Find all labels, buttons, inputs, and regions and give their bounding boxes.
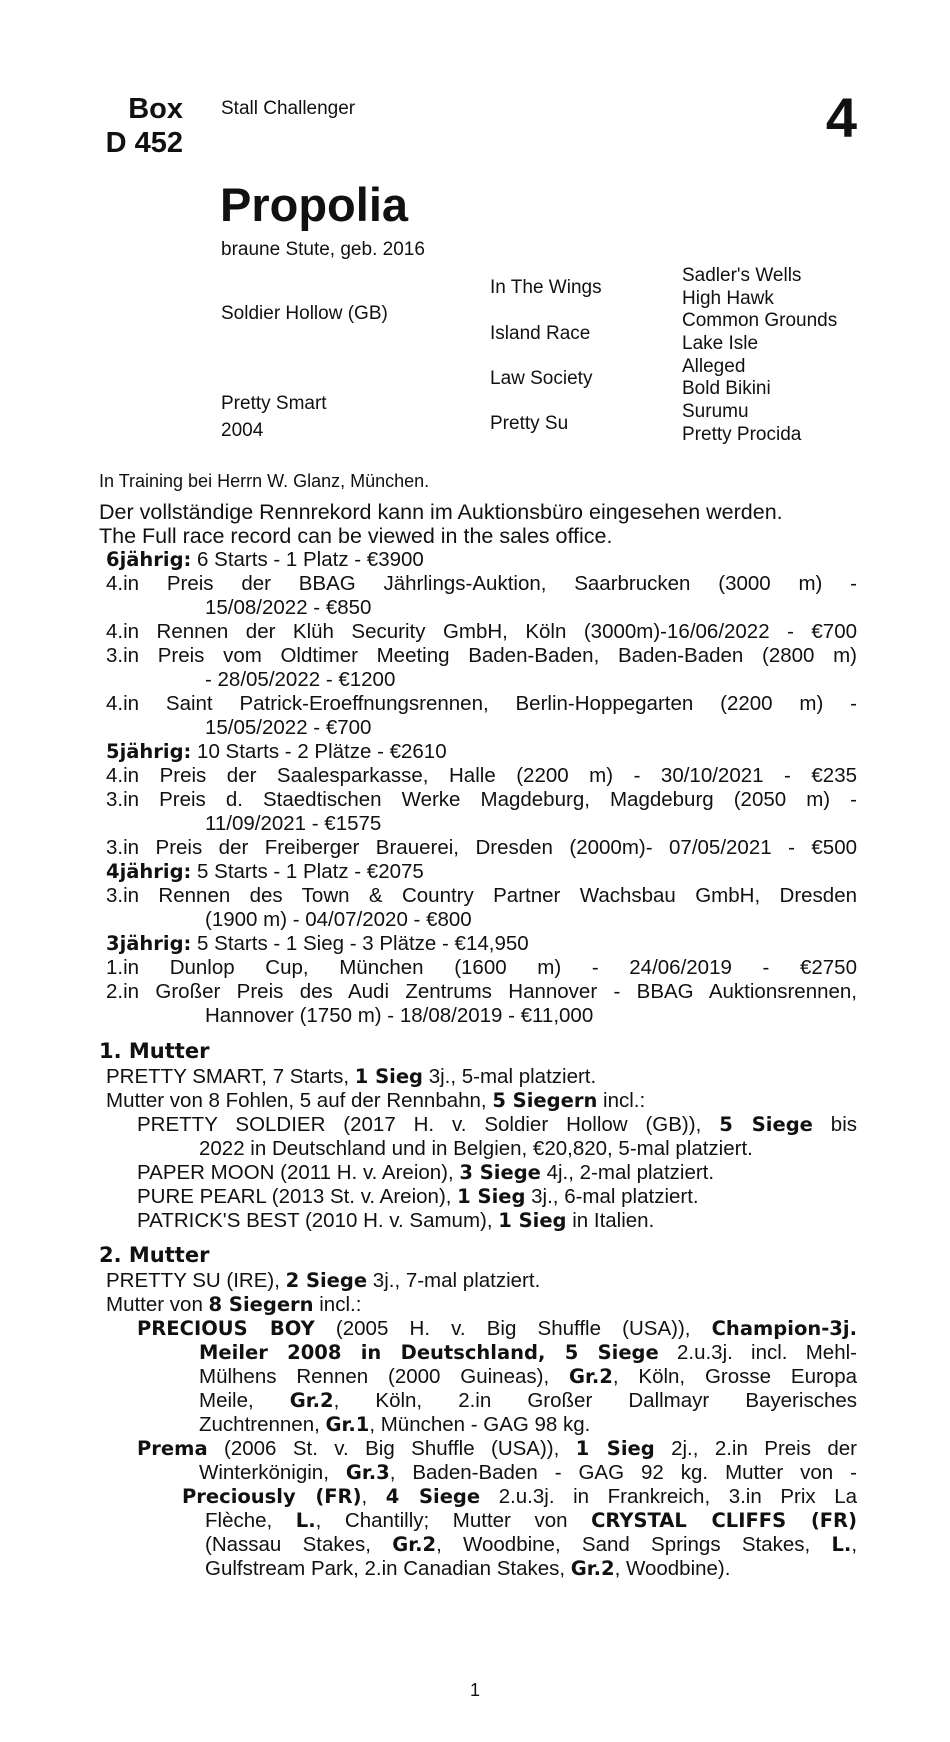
race-entry-cont: - 28/05/2022 - €1200 (205, 668, 396, 691)
pedigree-dam-sire: Law Society (490, 368, 593, 389)
lot-number: 4 (825, 86, 857, 149)
page-number: 1 (469, 1680, 480, 1700)
race-entry: 3.in Rennen des Town & Country Partner Wachsbau GmbH, Dresden (106, 884, 857, 907)
dam-line: (Nassau Stakes, Gr.2, Woodbine, Sand Springs Stakes, L., (205, 1533, 858, 1556)
horse-name: Propolia (220, 178, 409, 231)
race-entry: 1.in Dunlop Cup, München (1600 m) - 24/06/2019 - €2750 (106, 956, 857, 979)
age-stats: 5 Starts - 1 Sieg - 3 Plätze - €14,950 (191, 932, 529, 955)
pedigree-g3-3: Common Grounds (682, 310, 838, 331)
race-entry: 3.in Preis vom Oldtimer Meeting Baden-Baden, Baden-Baden (2800 m) (106, 644, 857, 667)
dam-line: PRETTY SOLDIER (2017 H. v. Soldier Hollow (GB)), 5 Siege bis (137, 1113, 857, 1136)
dam-line: Meile, Gr.2, Köln, 2.in Großer Dallmayr Bayerisches (199, 1389, 857, 1412)
race-record (99, 500, 857, 1028)
pedigree-sire: Soldier Hollow (GB) (221, 303, 388, 324)
dam-line: Prema (2006 St. v. Big Shuffle (USA)), 1 Sieg 2j., 2.in Preis der (137, 1437, 857, 1460)
age-summary-3 (99, 932, 857, 956)
dam-line: PRETTY SMART, 7 Starts, 1 Sieg 3j., 5-mal platziert. (106, 1065, 597, 1088)
dam-line: Flèche, L., Chantilly; Mutter von CRYSTAL CLIFFS (FR) (205, 1509, 857, 1532)
age-stats: 6 Starts - 1 Platz - €3900 (191, 548, 424, 571)
age-summary-4 (99, 860, 857, 884)
race-entry: 4.in Preis der BBAG Jährlings-Auktion, Saarbrucken (3000 m) - (106, 572, 857, 595)
dam-line: 2022 in Deutschland und in Belgien, €20,820, 5-mal platziert. (199, 1137, 753, 1160)
pedigree-g3-8: Pretty Procida (682, 424, 802, 445)
record-note-en: The Full race record can be viewed in the sales office. (99, 524, 613, 548)
first-dam-section (99, 1039, 857, 1233)
dam-line: PATRICK'S BEST (2010 H. v. Samum), 1 Sieg in Italien. (137, 1209, 655, 1232)
section-heading: 2. Mutter (99, 1243, 210, 1267)
pedigree-sire-sire: In The Wings (490, 277, 602, 298)
race-entry-cont: Hannover (1750 m) - 18/08/2019 - €11,000 (205, 1004, 594, 1027)
pedigree-sire-dam: Island Race (490, 323, 591, 344)
dam-line: Winterkönigin, Gr.3, Baden-Baden - GAG 92 kg. Mutter von - (199, 1461, 857, 1484)
pedigree-dam-year: 2004 (221, 420, 264, 441)
box-label: Box D 452 (105, 93, 183, 159)
horse-description: braune Stute, geb. 2016 (221, 239, 425, 260)
dam-line: PRETTY SU (IRE), 2 Siege 3j., 7-mal platziert. (106, 1269, 541, 1292)
second-dam-section (99, 1243, 857, 1581)
dam-line: Gulfstream Park, 2.in Canadian Stakes, Gr.2, Woodbine). (205, 1557, 731, 1580)
pedigree-g3-5: Alleged (682, 356, 746, 377)
pedigree-g3-1: Sadler's Wells (682, 265, 802, 286)
dam-line: Preciously (FR), 4 Siege 2.u.3j. in Frankreich, 3.in Prix La (182, 1485, 857, 1508)
dam-line: Mutter von 8 Siegern incl.: (106, 1293, 362, 1316)
pedigree-g3-7: Surumu (682, 401, 749, 422)
pedigree-dam-dam: Pretty Su (490, 413, 569, 434)
dam-line: Zuchtrennen, Gr.1, München - GAG 98 kg. (199, 1413, 591, 1436)
age-stats: 10 Starts - 2 Plätze - €2610 (191, 740, 447, 763)
dam-line: PRECIOUS BOY (2005 H. v. Big Shuffle (USA)), Champion-3j. (137, 1317, 857, 1340)
dam-line: Meiler 2008 in Deutschland, 5 Siege 2.u.3j. incl. Mehl- (199, 1341, 857, 1364)
race-entry-cont: 15/08/2022 - €850 (205, 596, 372, 619)
race-entry-cont: 15/05/2022 - €700 (205, 716, 372, 739)
dam-line: PAPER MOON (2011 H. v. Areion), 3 Siege 4j., 2-mal platziert. (137, 1161, 715, 1184)
age-label: 4jährig: (106, 860, 192, 883)
race-entry: 4.in Preis der Saalesparkasse, Halle (2200 m) - 30/10/2021 - €235 (106, 764, 857, 787)
age-label: 6jährig: (106, 548, 192, 571)
race-entry: 3.in Preis d. Staedtischen Werke Magdeburg, Magdeburg (2050 m) - (106, 788, 857, 811)
race-entry: 2.in Großer Preis des Audi Zentrums Hannover - BBAG Auktionsrennen, (106, 980, 857, 1003)
dam-line: PURE PEARL (2013 St. v. Areion), 1 Sieg 3j., 6-mal platziert. (137, 1185, 699, 1208)
dam-line: Mülhens Rennen (2000 Guineas), Gr.2, Köln, Grosse Europa (199, 1365, 857, 1388)
pedigree-g3-6: Bold Bikini (682, 378, 771, 399)
pedigree-g3-4: Lake Isle (682, 333, 759, 354)
age-label: 5jährig: (106, 740, 192, 763)
age-summary-6 (99, 548, 857, 572)
age-stats: 5 Starts - 1 Platz - €2075 (191, 860, 424, 883)
age-label: 3jährig: (106, 932, 192, 955)
pedigree-dam: Pretty Smart (221, 393, 327, 414)
race-entry-cont: (1900 m) - 04/07/2020 - €800 (205, 908, 472, 931)
race-entry-cont: 11/09/2021 - €1575 (205, 812, 382, 835)
section-heading: 1. Mutter (99, 1039, 210, 1063)
pedigree-g3-2: High Hawk (682, 288, 774, 309)
race-entry: 4.in Rennen der Klüh Security GmbH, Köln (3000m)-16/06/2022 - €700 (106, 620, 857, 643)
training-note: In Training bei Herrn W. Glanz, München. (99, 471, 430, 491)
age-summary-5 (99, 740, 857, 764)
race-entry: 4.in Saint Patrick-Eroeffnungsrennen, Berlin-Hoppegarten (2200 m) - (106, 692, 857, 715)
race-entry: 3.in Preis der Freiberger Brauerei, Dresden (2000m)- 07/05/2021 - €500 (106, 836, 857, 859)
record-note-de: Der vollständige Rennrekord kann im Auktionsbüro eingesehen werden. (99, 500, 783, 524)
stall-name: Stall Challenger (221, 98, 356, 119)
dam-line: Mutter von 8 Fohlen, 5 auf der Rennbahn, 5 Siegern incl.: (106, 1089, 646, 1112)
